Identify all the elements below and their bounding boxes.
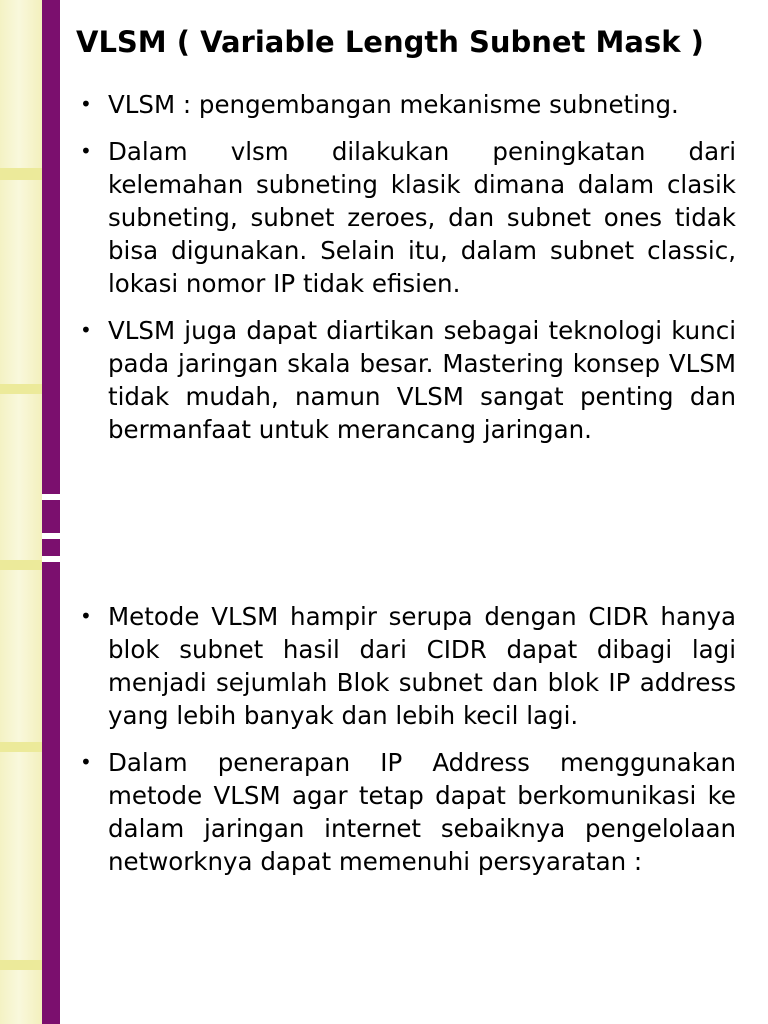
list-item xyxy=(80,135,736,300)
section-spacer xyxy=(80,460,736,600)
accent-bar-gap xyxy=(42,556,60,562)
bullet-list xyxy=(80,88,736,892)
accent-bar xyxy=(42,0,60,1024)
bullet-icon: • xyxy=(80,139,92,163)
list-item xyxy=(80,88,736,121)
list-item xyxy=(80,600,736,732)
list-item xyxy=(80,746,736,878)
page-title: VLSM ( Variable Length Subnet Mask ) xyxy=(76,25,704,59)
decorative-band xyxy=(0,742,42,752)
bullet-icon: • xyxy=(80,750,92,774)
list-item-text: VLSM : pengembangan mekanisme subneting. xyxy=(108,90,679,119)
accent-bar-gap xyxy=(42,533,60,539)
decorative-band xyxy=(0,384,42,394)
list-item-text: Dalam vlsm dilakukan peningkatan dari kelemahan subneting klasik dimana dalam clasik subneting, subnet zeroes, dan subnet ones tidak bisa digunakan. Selain itu, dalam subnet classic, lokasi nomor IP tidak efisien. xyxy=(108,137,736,298)
decorative-band xyxy=(0,960,42,970)
decorative-band xyxy=(0,168,42,180)
list-item xyxy=(80,314,736,446)
bullet-icon: • xyxy=(80,92,92,116)
list-item-text: VLSM juga dapat diartikan sebagai teknologi kunci pada jaringan skala besar. Mastering konsep VLSM tidak mudah, namun VLSM sangat penting dan bermanfaat untuk merancang jaringan. xyxy=(108,316,736,444)
bullet-icon: • xyxy=(80,318,92,342)
list-item-text: Metode VLSM hampir serupa dengan CIDR hanya blok subnet hasil dari CIDR dapat dibagi lagi menjadi sejumlah Blok subnet dan blok IP address yang lebih banyak dan lebih kecil lagi. xyxy=(108,602,736,730)
list-item-text: Dalam penerapan IP Address menggunakan metode VLSM agar tetap dapat berkomunikasi ke dalam jaringan internet sebaiknya pengelolaan networknya dapat memenuhi persyaratan : xyxy=(108,748,736,876)
accent-bar-gap xyxy=(42,494,60,500)
decorative-band xyxy=(0,560,42,570)
bullet-icon: • xyxy=(80,604,92,628)
decorative-left-strip xyxy=(0,0,42,1024)
